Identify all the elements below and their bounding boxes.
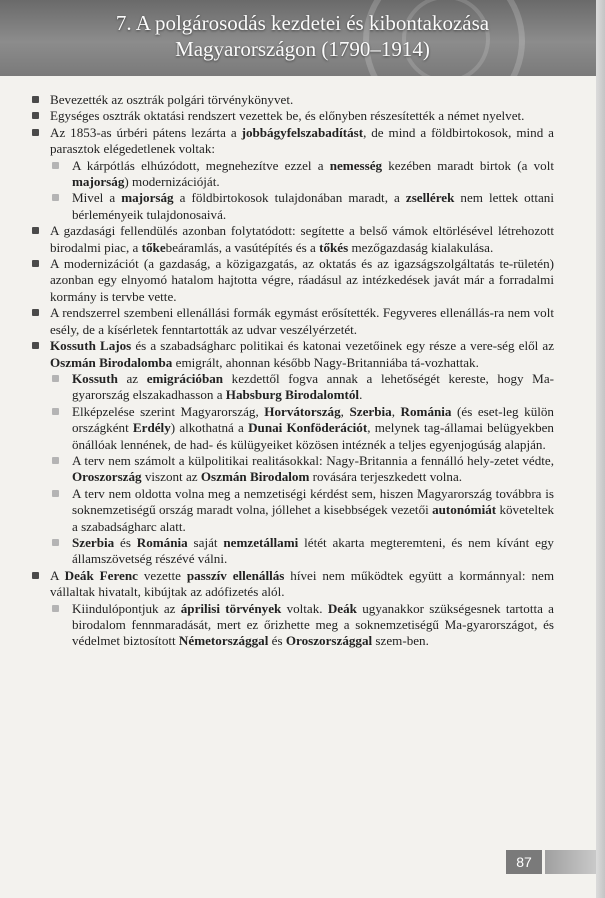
list-item — [32, 305, 554, 338]
list-item-text: A modernizációt (a gazdaság, a közigazgatás, az oktatás és az igazságszolgáltatás te-rületén) azonban egy elnyomó hatalom hajtotta végre, ráadásul az intézkedések javát már a forradalmi kormány is tervbe vette. — [50, 256, 554, 304]
sub-list-item — [32, 453, 554, 486]
list-item-text: A terv nem oldotta volna meg a nemzetiségi kérdést sem, hiszen Magyarország továbbra is soknemzetiségű ország maradt volna, jóllehet a kisebbségek vezetői autonómiát követeltek a szabadságharc alatt. — [72, 485, 554, 534]
sub-list-item — [32, 371, 554, 404]
list-item-text: A Deák Ferenc vezette passzív ellenállás hívei nem működtek együtt a kormánnyal: nem vállaltak hivatalt, kibújtak az adófizetés alól. — [50, 567, 555, 600]
sub-bullet-square-icon — [52, 605, 59, 612]
bullet-square-icon — [32, 309, 39, 316]
list-item-text: Mivel a majorság a földbirtokosok tulajdonában maradt, a zsellérek nem lettek ottani bérleményeik tulajdonosaivá. — [72, 190, 554, 222]
bullet-square-icon — [32, 96, 39, 103]
page-number: 87 — [506, 850, 542, 874]
list-item-text: Az 1853-as úrbéri pátens lezárta a jobbágyfelszabadítást, de mind a földbirtokosok, mind a parasztok elégedetlenek voltak: — [50, 124, 554, 157]
bullet-square-icon — [32, 112, 39, 119]
list-item-text: Kossuth Lajos és a szabadságharc politikai és katonai vezetőinek egy része a vere-ség elől az Oszmán Birodalomba emigrált, ahonnan később Nagy-Britanniába tá-vozhattak. — [50, 338, 555, 370]
list-item-text: A rendszerrel szembeni ellenállási formák egymást erősítették. Fegyveres ellenállás-ra nem volt esély, de a kísérletek fenntartották az udvar veszélyérzetét. — [50, 305, 554, 337]
sub-bullet-square-icon — [52, 162, 59, 169]
list-item — [32, 92, 554, 108]
list-item-text: A gazdasági fellendülés azonban folytatódott: segítette a belső vámok eltörlésével létrehozott birodalmi piac, a tőkebeáramlás, a vasútépítés és a tőkés mezőgazdaság kialakulása. — [50, 223, 554, 255]
list-item-text: Kossuth az emigrációban kezdettől fogva annak a lehetőségét kereste, hogy Ma-gyarország elszakadhasson a Habsburg Birodalomtól. — [72, 370, 554, 403]
chapter-title — [0, 10, 605, 62]
sub-list-item — [32, 601, 554, 650]
chapter-header — [0, 0, 605, 76]
page-edge — [596, 0, 605, 898]
sub-bullet-square-icon — [52, 539, 59, 546]
sub-bullet-square-icon — [52, 490, 59, 497]
list-item-text: Elképzelése szerint Magyarország, Horvátország, Szerbia, Románia (és eset-leg külön országként Erdély) alkothatná a Dunai Konföderációt, melynek tag-államai belügyekben önállóak lennének, de had- és külügyeiket közösen intéznék a teljes egyenjogúság alapján. — [72, 403, 554, 452]
chapter-title-line2: Magyarországon (1790–1914) — [175, 37, 430, 61]
bullet-square-icon — [32, 227, 39, 234]
list-item-text: Bevezették az osztrák polgári törvénykönyvet. — [50, 92, 294, 107]
list-item-text: Szerbia és Románia saját nemzetállami létét akarta megteremteni, és nem kívánt egy államszövetség részévé válni. — [72, 534, 554, 567]
sub-bullet-square-icon — [52, 457, 59, 464]
list-item — [32, 568, 554, 601]
list-item — [32, 256, 554, 305]
sub-list-item — [32, 535, 554, 568]
list-item — [32, 338, 554, 371]
bullet-square-icon — [32, 342, 39, 349]
sub-list-item — [32, 190, 554, 223]
bullet-square-icon — [32, 129, 39, 136]
bullet-square-icon — [32, 260, 39, 267]
sub-bullet-square-icon — [52, 194, 59, 201]
list-item-text: A terv nem számolt a külpolitikai realitásokkal: Nagy-Britannia a fennálló hely-zetet védte, Oroszország viszont az Oszmán Birodalom rovására terjeszkedett volna. — [72, 452, 554, 485]
list-item-text: Egységes osztrák oktatási rendszert vezettek be, és előnyben részesítették a német nyelvet. — [50, 108, 525, 124]
sub-bullet-square-icon — [52, 408, 59, 415]
bullet-list — [32, 92, 554, 650]
list-item — [32, 125, 554, 158]
sub-list-item — [32, 486, 554, 535]
list-item-text: Kiindulópontjuk az áprilisi törvények voltak. Deák ugyanakkor szükségesnek tartotta a birodalom fennmaradását, mert ez őrizhette meg a soknemzetiségű Ma-gyarországot, és védelmet biztosított Németországgal és Oroszországgal szem-ben. — [72, 600, 554, 649]
list-item — [32, 223, 554, 256]
sub-list-item — [32, 404, 554, 453]
sub-list-item — [32, 158, 554, 191]
list-item — [32, 108, 554, 124]
chapter-title-line1: 7. A polgárosodás kezdetei és kibontakozása — [115, 11, 490, 35]
sub-bullet-square-icon — [52, 375, 59, 382]
bullet-square-icon — [32, 572, 39, 579]
list-item-text: A kárpótlás elhúzódott, megnehezítve ezzel a nemesség kezében maradt birtok (a volt majorság) modernizációját. — [72, 157, 554, 190]
